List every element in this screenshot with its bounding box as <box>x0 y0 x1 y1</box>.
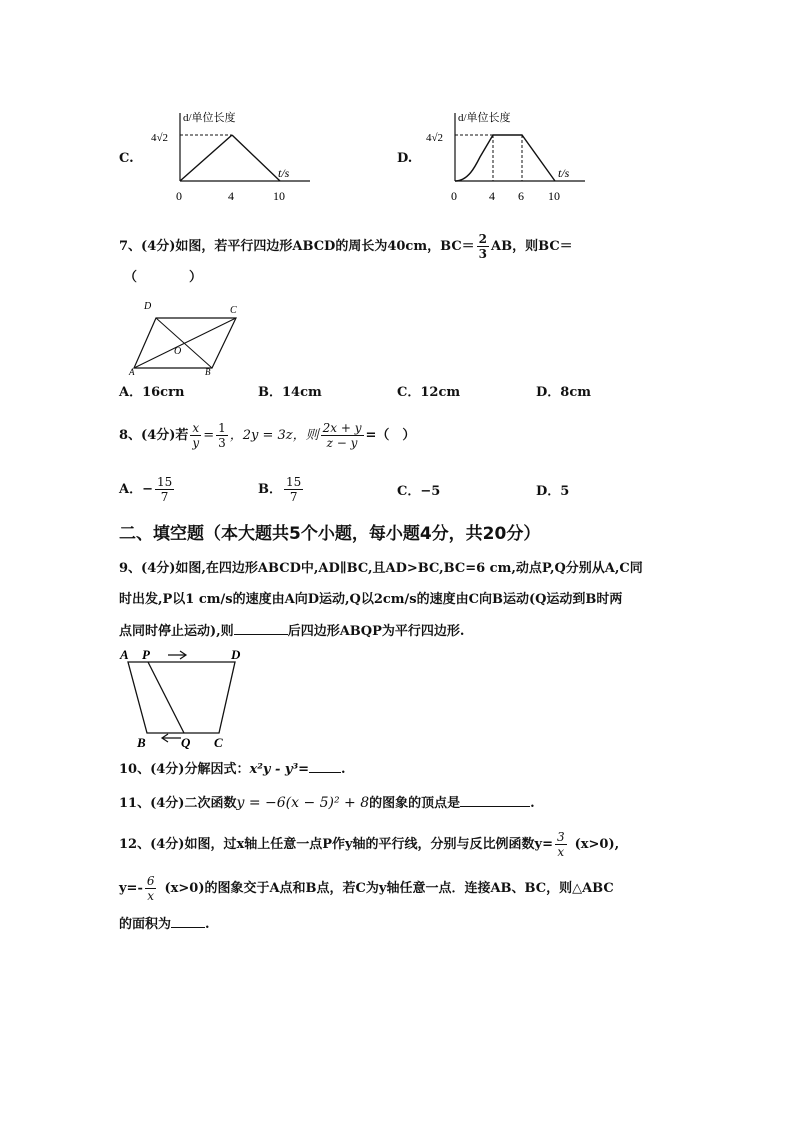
tick-label: 6 <box>518 189 524 203</box>
vertex-label: P <box>142 647 150 662</box>
q7-option-c[interactable]: C．12cm <box>397 385 461 400</box>
q8-tail: =（ ） <box>365 428 416 443</box>
q7-option-b[interactable]: B．14cm <box>258 385 322 400</box>
vertex-label: C <box>230 305 237 316</box>
q8-fraction-x-over-y: $\frac{x}{y}$ <box>192 421 200 450</box>
q12-answer-blank[interactable] <box>171 915 205 928</box>
q7-fraction: $\frac{2}{3}$ <box>478 232 488 261</box>
q7-text-end: AB，则BC＝ <box>491 239 573 254</box>
y-max-label: 4√2 <box>151 132 169 144</box>
segment-pq <box>148 662 184 733</box>
q12-line-3: 的面积为 . <box>119 917 210 932</box>
q7-text: 7、(4分)如图，若平行四边形ABCD的周长为40cm，BC＝ <box>119 239 475 254</box>
graph-option-d <box>420 105 595 210</box>
vertex-label: C <box>214 735 223 750</box>
q8-prefix: 8、(4分)若 <box>119 428 189 443</box>
vertex-label: D <box>144 301 152 312</box>
tick-label: 10 <box>548 189 560 203</box>
vertex-label: B <box>205 367 211 377</box>
q8-option-b[interactable]: B． $\frac{15}{7}$ <box>258 475 302 504</box>
q12-line-2: y=- $\frac{6}{x}$ (x>0)的图象交于A点和B点，若C为y轴任意一点．连接AB、BC，则△ABC <box>119 874 614 903</box>
option-d-label: D. <box>397 151 413 166</box>
tick-label: 4 <box>228 189 234 203</box>
q9-line-1: 9、(4分)如图,在四边形ABCD中,AD∥BC,且AD>BC,BC=6 cm,动点P,Q分别从A,C同 <box>119 561 643 576</box>
q12-fraction-3-over-x: $\frac{3}{x}$ <box>556 830 565 859</box>
q8-option-c[interactable]: C．−5 <box>397 484 441 499</box>
vertex-label: A <box>120 647 129 662</box>
diagonal-ac <box>134 318 236 368</box>
vertex-label: D <box>231 647 241 662</box>
q11-expression: y = −6(x − 5)² + 8 <box>236 795 370 811</box>
q8-condition: ，2y = 3z，则 <box>229 428 319 443</box>
q8-fraction-expression: $\frac{2x + y}{z - y}$ <box>322 421 362 450</box>
q7-stem <box>119 232 573 261</box>
q8-stem <box>119 421 415 450</box>
y-axis-label: d/单位长度 <box>458 112 511 124</box>
q10-answer-blank[interactable] <box>309 760 341 773</box>
q12-line-1: 12、(4分)如图，过x轴上任意一点P作y轴的平行线，分别与反比例函数y= $\frac{3}{x}$ (x>0), <box>119 830 620 859</box>
tick-label: 0 <box>451 189 457 203</box>
y-axis-label: d/单位长度 <box>183 112 236 124</box>
graph-curve <box>455 135 555 181</box>
tick-label: 10 <box>273 189 285 203</box>
tick-label: 4 <box>489 189 495 203</box>
tick-label: 0 <box>176 189 182 203</box>
q7-option-d[interactable]: D．8cm <box>536 385 591 400</box>
q8-fraction-one-third: $\frac{1}{3}$ <box>218 421 226 450</box>
center-label: O <box>174 346 182 357</box>
q8-equals: = <box>203 428 215 443</box>
graph-rise-line <box>180 135 232 181</box>
q9-trapezoid-figure <box>115 645 255 753</box>
q11-stem: 11、(4分)二次函数y = −6(x − 5)² + 8的图象的顶点是 . <box>119 795 535 811</box>
q10-stem: 10、(4分)分解因式：x²y - y³= . <box>119 762 346 777</box>
q7-option-a[interactable]: A．16crn <box>119 385 185 400</box>
q11-answer-blank[interactable] <box>460 794 530 807</box>
vertex-label: A <box>129 367 135 377</box>
q7-answer-paren: （ ） <box>124 270 203 285</box>
section-2-title: 二、填空题（本大题共5个小题，每小题4分，共20分） <box>119 524 541 544</box>
q9-line-3: 点同时停止运动),则 后四边形ABQP为平行四边形. <box>119 624 465 639</box>
graph-fall-line <box>232 135 280 181</box>
q7-parallelogram-figure <box>126 297 246 377</box>
option-c-label: C. <box>119 151 134 166</box>
y-max-label: 4√2 <box>426 132 444 144</box>
vertex-label: Q <box>181 735 191 750</box>
q8-option-d[interactable]: D．5 <box>536 484 570 499</box>
x-axis-label: t/s <box>558 166 570 180</box>
graph-option-c <box>145 105 320 210</box>
trapezoid-abcd <box>128 662 235 733</box>
diagonal-bd <box>156 318 212 368</box>
q9-answer-blank[interactable] <box>234 622 288 635</box>
x-axis-label: t/s <box>278 166 290 180</box>
q10-expression: x²y - y³= <box>249 762 310 777</box>
q12-fraction-6-over-x: $\frac{6}{x}$ <box>146 874 155 903</box>
vertex-label: B <box>137 735 146 750</box>
q9-line-2: 时出发,P以1 cm/s的速度由A向D运动,Q以2cm/s的速度由C向B运动(Q运动到B时两 <box>119 592 623 607</box>
q8-option-a[interactable]: A．− $\frac{15}{7}$ <box>119 475 173 504</box>
